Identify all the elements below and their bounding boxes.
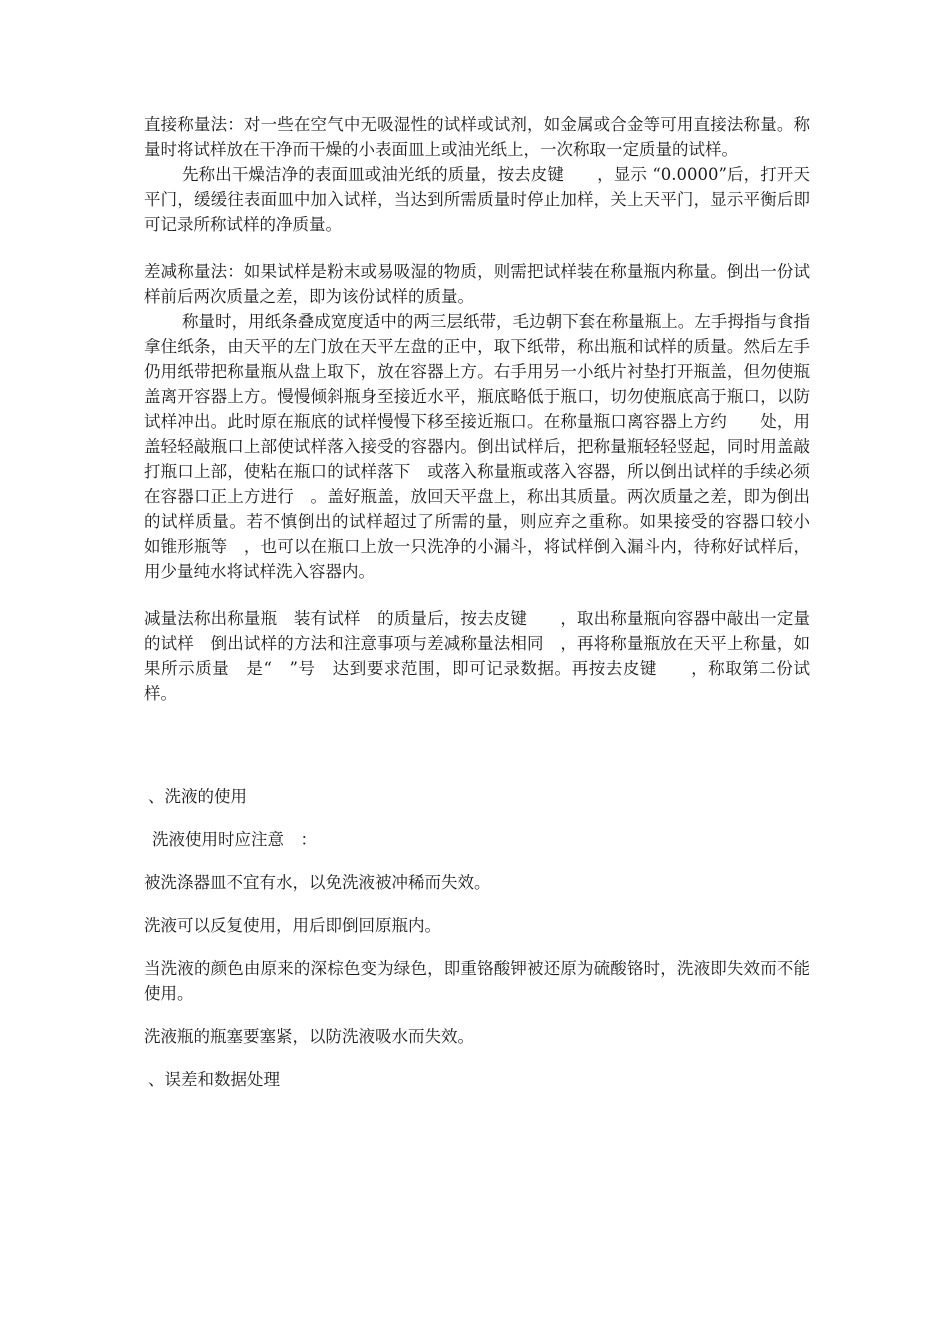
document-body bbox=[144, 112, 827, 1092]
paragraph-wash-note-2: 洗液可以反复使用，用后即倒回原瓶内。 bbox=[144, 916, 441, 935]
paragraph-wash-note-3: 当洗液的颜色由原来的深棕色变为绿色，即重铬酸钾被还原为硫酸铬时，洗液即失效而不能使用。 bbox=[144, 959, 810, 1003]
paragraph-wash-note-4: 洗液瓶的瓶塞要塞紧，以防洗液吸水而失效。 bbox=[144, 1027, 474, 1046]
paragraph-wash-note-1: 被洗涤器皿不宜有水，以免洗液被冲稀而失效。 bbox=[144, 873, 491, 892]
paragraph-wash-notes-intro: 洗液使用时应注意 ： bbox=[152, 830, 317, 849]
paragraph-difference-weighing-steps: 称量时，用纸条叠成宽度适中的两三层纸带，毛边朝下套在称量瓶上。左手拇指与食指拿住纸条，由天平的左门放在天平左盘的正中，取下纸带，称出瓶和试样的质量。然后左手仍用纸带把称量瓶从盘上取下，放在容器上方。右手用另一小纸片衬垫打开瓶盖，但勿使瓶盖离开容器上方。慢慢倾斜瓶身至接近水平，瓶底略低于瓶口，切勿使瓶底高于瓶口，以防试样冲出。此时原在瓶底的试样慢慢下移至接近瓶口。在称量瓶口离容器上方约 处，用盖轻轻敲瓶口上部使试样落入接受的容器内。倒出试样后，把称量瓶轻轻竖起，同时用盖敲打瓶口上部，使粘在瓶口的试样落下 或落入称量瓶或落入容器，所以倒出试样的手续必须在容器口正上方进行 。盖好瓶盖，放回天平盘上，称出其质量。两次质量之差，即为倒出的试样质量。若不慎倒出的试样超过了所需的量，则应弃之重称。如果接受的容器口较小 如锥形瓶等 ，也可以在瓶口上放一只洗净的小漏斗，将试样倒入漏斗内，待称好试样后，用少量纯水将试样洗入容器内。 bbox=[144, 312, 827, 581]
paragraph-direct-weighing: 直接称量法：对一些在空气中无吸湿性的试样或试剂，如金属或合金等可用直接法称量。称量时将试样放在干净而干燥的小表面皿上或油光纸上，一次称取一定质量的试样。 bbox=[144, 115, 810, 159]
section-heading-error-data: 、误差和数据处理 bbox=[148, 1070, 280, 1089]
paragraph-difference-weighing: 差减称量法：如果试样是粉末或易吸湿的物质，则需把试样装在称量瓶内称量。倒出一份试样前后两次质量之差，即为该份试样的质量。 bbox=[144, 262, 810, 306]
paragraph-direct-weighing-steps: 先称出干燥洁净的表面皿或油光纸的质量，按去皮键 ，显示 “0.0000”后，打开天平门，缓缓往表面皿中加入试样，当达到所需质量时停止加样，关上天平门，显示平衡后即可记录所称试样的净质量。 bbox=[144, 165, 810, 234]
section-heading-wash-liquid: 、洗液的使用 bbox=[148, 787, 247, 806]
paragraph-subtraction-method: 减量法称出称量瓶 装有试样 的质量后，按去皮键 ，取出称量瓶向容器中敲出一定量的试样 倒出试样的方法和注意事项与差减称量法相同 ，再将称量瓶放在天平上称量，如果所示质量 是“ ”号 达到要求范围，即可记录数据。再按去皮键 ，称取第二份试样。 bbox=[144, 609, 810, 703]
